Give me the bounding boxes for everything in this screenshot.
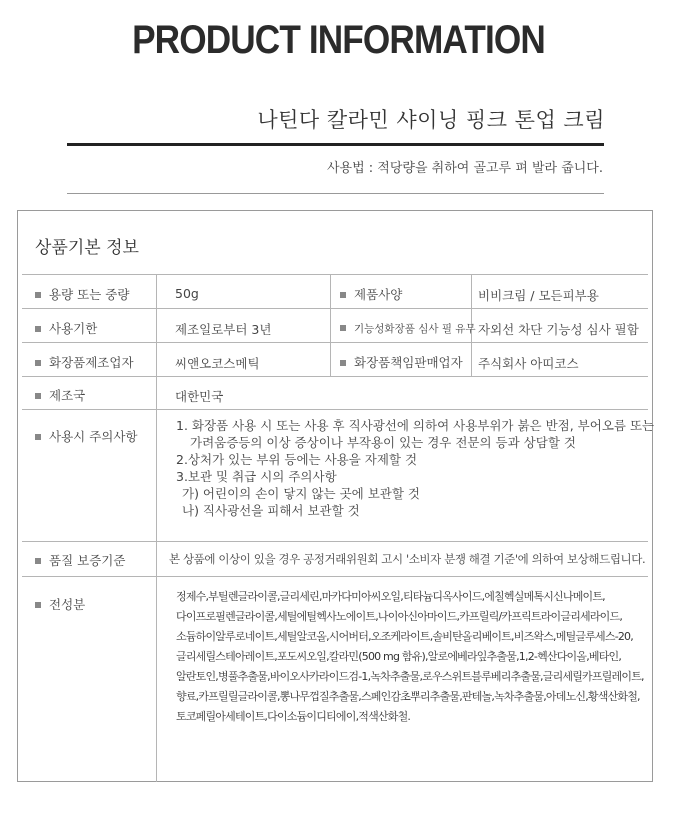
label-expiry: 사용기한 xyxy=(35,319,97,337)
usage-instructions: 사용법 : 적당량을 취하여 골고루 펴 발라 줍니다. xyxy=(326,161,603,176)
product-info-table xyxy=(17,210,653,782)
warning-line: 가려움증등의 이상 증상이나 부작용이 있는 경우 전문의 등과 상담할 것 xyxy=(190,435,576,450)
bullet-square-icon xyxy=(340,360,346,366)
warning-line: 나) 직사광선을 피해서 보관할 것 xyxy=(182,503,360,518)
divider-thin xyxy=(67,193,604,194)
divider-thick xyxy=(67,143,604,146)
label-quality: 품질 보증기준 xyxy=(35,551,125,569)
value-country: 대한민국 xyxy=(175,389,224,404)
value-quality: 본 상품에 이상이 있을 경우 공정거래위원회 고시 '소비자 분쟁 해결 기준'에 의하여 보상해드립니다. xyxy=(169,552,646,566)
table-line xyxy=(22,576,648,577)
bullet-square-icon xyxy=(35,292,41,298)
label-functional-review: 기능성화장품 심사 필 유무 xyxy=(340,321,476,336)
value-spec: 비비크림 / 모든피부용 xyxy=(478,288,599,303)
product-name: 나틴다 칼라민 샤이닝 핑크 톤업 크림 xyxy=(257,108,605,132)
ingredient-line: 알란토인,병풀추출물,바이오사카라이드검-1,녹차추출물,로우스위트블루베리추출물,글리세릴카프릴레이트, xyxy=(176,670,644,683)
label-ingredients: 전성분 xyxy=(35,595,85,613)
table-line xyxy=(22,541,648,542)
value-functional-review: 자외선 차단 기능성 심사 필함 xyxy=(478,322,639,337)
warning-line: 2.상처가 있는 부위 등에는 사용을 자제할 것 xyxy=(176,452,418,467)
table-line xyxy=(22,342,648,343)
bullet-square-icon xyxy=(35,602,41,608)
label-spec: 제품사양 xyxy=(340,285,402,303)
table-line xyxy=(22,308,648,309)
table-line xyxy=(22,409,648,410)
warnings-text xyxy=(176,417,654,519)
value-manufacturer: 씨앤오코스메틱 xyxy=(175,356,260,371)
ingredients-text xyxy=(176,587,646,727)
ingredient-line: 소듐하이알루로네이트,세틸알코올,시어버터,오조케라이트,솔비탄올리베이트,비즈왁스,메틸글루세스-20, xyxy=(176,630,633,643)
ingredient-line: 글리세릴스테아레이트,포도씨오일,칼라민(500 mg 함유),알로에베라잎추출물,1,2-헥산다이올,베타인, xyxy=(176,650,622,663)
label-warnings: 사용시 주의사항 xyxy=(35,427,138,445)
value-capacity: 50g xyxy=(175,286,199,301)
warning-line: 3.보관 및 취급 시의 주의사항 xyxy=(176,469,337,484)
ingredient-line: 향료,카프릴릴글라이콜,뽕나무껍질추출물,스페인감초뿌리추출물,판테놀,녹차추출물,아데노신,황색산화철, xyxy=(176,690,640,703)
bullet-square-icon xyxy=(340,325,346,331)
bullet-square-icon xyxy=(340,292,346,298)
ingredient-line: 다이프로필렌글라이콜,세틸에틸헥사노에이트,나이아신아마이드,카프릴릭/카프릭트라이글리세라이드, xyxy=(176,610,623,623)
value-distributor: 주식회사 아띠코스 xyxy=(478,356,579,371)
label-capacity: 용량 또는 중량 xyxy=(35,285,129,303)
label-manufacturer: 화장품제조업자 xyxy=(35,353,134,371)
table-column-divider xyxy=(156,274,157,782)
label-distributor: 화장품책임판매업자 xyxy=(340,353,463,371)
bullet-square-icon xyxy=(35,393,41,399)
page-title: PRODUCT INFORMATION xyxy=(132,18,545,62)
warning-line: 가) 어린이의 손이 닿지 않는 곳에 보관할 것 xyxy=(182,486,420,501)
ingredient-line: 토코페릴아세테이트,다이소듐이디티에이,적색산화철. xyxy=(176,710,411,723)
ingredient-line: 정제수,부틸렌글라이콜,글리세린,마카다미아씨오일,티타늄디옥사이드,에칠헥실메톡시신나메이트, xyxy=(176,590,605,603)
value-expiry: 제조일로부터 3년 xyxy=(175,322,272,337)
bullet-square-icon xyxy=(35,326,41,332)
bullet-square-icon xyxy=(35,558,41,564)
bullet-square-icon xyxy=(35,434,41,440)
table-line xyxy=(22,274,648,275)
info-section-title: 상품기본 정보 xyxy=(35,238,139,258)
bullet-square-icon xyxy=(35,360,41,366)
table-column-divider xyxy=(330,274,331,376)
table-line xyxy=(22,376,648,377)
label-country: 제조국 xyxy=(35,386,85,404)
warning-line: 1. 화장품 사용 시 또는 사용 후 직사광선에 의하여 사용부위가 붉은 반점, 부어오름 또는 xyxy=(176,418,655,433)
